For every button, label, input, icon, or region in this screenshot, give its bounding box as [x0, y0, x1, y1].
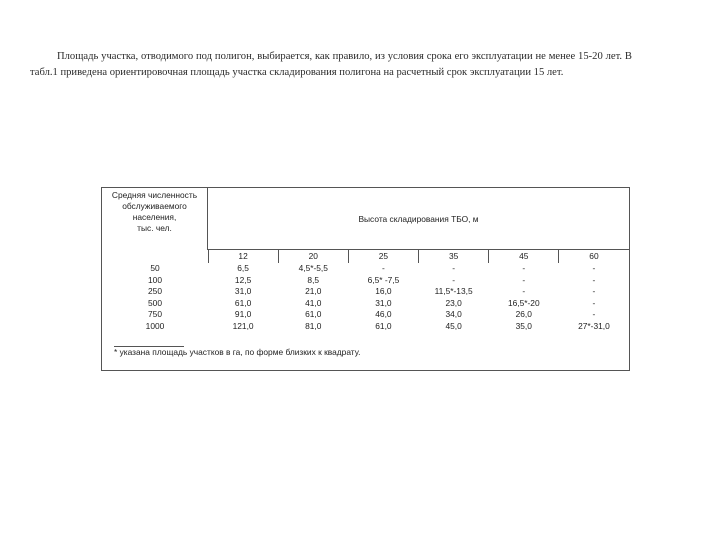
area-cell: - [452, 263, 455, 273]
height-column [208, 263, 278, 332]
area-cell: 46,0 [375, 309, 392, 319]
area-cell: 12,5 [234, 274, 252, 285]
area-cell: 81,0 [305, 320, 322, 331]
area-cell: 61,0 [375, 320, 392, 331]
height-column [348, 263, 418, 332]
population-value: 100 [148, 274, 162, 285]
population-header-line: обслуживаемого [122, 201, 187, 211]
intro-paragraph [30, 49, 632, 81]
height-column [419, 263, 489, 332]
area-cell: 11,5*-13,5 [434, 286, 473, 296]
area-cell: - [452, 274, 455, 285]
population-value: 250 [148, 286, 162, 296]
table-footnote: * указана площадь участков в га, по форме близких к квадрату. [114, 347, 361, 357]
area-cell: 121,0 [232, 320, 254, 331]
area-cell: - [522, 286, 526, 296]
height-value: 12 [238, 251, 248, 261]
population-value: 1000 [145, 320, 165, 331]
area-cell: - [592, 309, 596, 319]
area-cell: 35,0 [515, 320, 532, 331]
height-values-row [208, 250, 629, 263]
height-header-label: Высота складирования ТБО, м [358, 213, 479, 224]
area-cell: 8,5 [307, 274, 320, 285]
area-cell: 91,0 [234, 309, 252, 319]
height-value: 35 [448, 251, 459, 261]
area-cell: - [382, 263, 385, 273]
paragraph-text: Площадь участка, отводимого под полигон, выбирается, как правило, из условия срока его эксплуатации не менее 15-20 лет. В табл.1 приведена ориентировочная площадь участка складирования полигона на расчетный срок эксплуатации 15 лет. [30, 50, 632, 78]
population-header-line: тыс. чел. [137, 223, 172, 233]
area-values [208, 263, 629, 332]
landfill-area-table [101, 187, 630, 371]
area-cell: 21,0 [305, 286, 322, 296]
area-cell: 41,0 [305, 297, 322, 308]
area-cell: 31,0 [375, 297, 392, 308]
height-value: 20 [308, 251, 318, 261]
height-value: 60 [589, 251, 599, 261]
population-column [102, 263, 208, 332]
population-header-line: Средняя численность [111, 190, 198, 200]
area-cell: - [592, 274, 596, 285]
area-cell: 6,5* -7,5 [367, 274, 400, 285]
height-value: 25 [378, 251, 389, 261]
area-cell: 16,0 [375, 286, 392, 296]
area-cell: 4,5*-5,5 [298, 263, 328, 273]
height-column [278, 263, 348, 332]
population-value: 50 [150, 263, 160, 273]
population-value: 750 [148, 309, 162, 319]
area-cell: 23,0 [445, 297, 462, 308]
population-header [102, 188, 208, 250]
area-cell: - [592, 286, 596, 296]
height-column [489, 263, 559, 332]
area-cell: 27*-31,0 [578, 320, 610, 331]
area-cell: 34,0 [445, 309, 462, 319]
area-cell: 16,5*-20 [507, 297, 540, 308]
height-header [208, 188, 629, 250]
area-cell: 61,0 [305, 309, 322, 319]
height-column [559, 263, 629, 332]
population-header-line: населения, [132, 212, 177, 222]
area-cell: 45,0 [445, 320, 462, 331]
area-cell: - [522, 263, 526, 273]
area-cell: - [592, 297, 596, 308]
area-cell: 31,0 [234, 286, 252, 296]
height-value: 45 [519, 251, 529, 261]
area-cell: 61,0 [234, 297, 252, 308]
population-value: 500 [148, 297, 162, 308]
area-cell: 26,0 [515, 309, 532, 319]
area-cell: 6,5 [237, 263, 249, 273]
area-cell: - [592, 263, 596, 273]
area-cell: - [522, 274, 526, 285]
